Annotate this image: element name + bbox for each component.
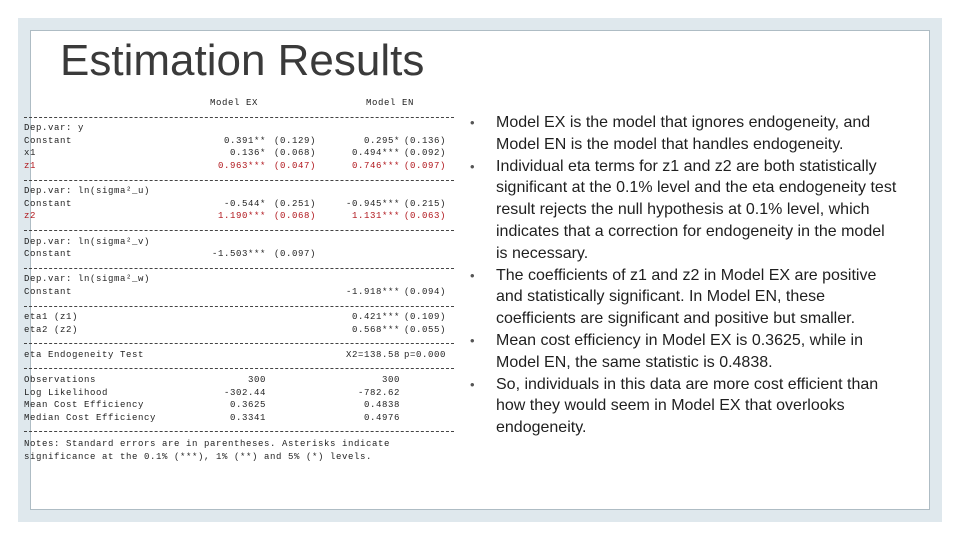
model-en-coefficient: -1.918*** bbox=[345, 286, 400, 297]
table-separator bbox=[24, 111, 454, 124]
model-ex-coefficient: 0.391** bbox=[223, 135, 266, 146]
model-en-coefficient: 0.494*** bbox=[351, 148, 400, 159]
row-label: Observations bbox=[24, 375, 97, 386]
model-en-coefficient: 0.4838 bbox=[363, 400, 400, 411]
model-en-coefficient: 0.4976 bbox=[363, 412, 400, 423]
section-header: Dep.var: y bbox=[24, 123, 85, 134]
row-label: Median Cost Efficiency bbox=[24, 412, 157, 423]
model-en-coefficient: 1.131*** bbox=[351, 211, 400, 222]
model-ex-coefficient: -0.544* bbox=[223, 198, 266, 209]
estimation-results-table bbox=[24, 98, 454, 463]
table-separator bbox=[24, 174, 454, 187]
table-separator bbox=[24, 337, 454, 350]
model-en-std-error: (0.097) bbox=[404, 160, 447, 171]
bullet-item bbox=[470, 330, 900, 374]
bullet-text: Individual eta terms for z1 and z2 are both statistically significant at the 0.1% level and the eta endogeneity test result rejects the null hypothesis at 0.1% level, which indicates that a correction for endogeneity in the model is necessary. bbox=[496, 157, 897, 262]
table-row bbox=[24, 388, 454, 401]
bullet-icon: • bbox=[470, 267, 475, 283]
model-ex-std-error: (0.097) bbox=[274, 249, 317, 260]
table-separator bbox=[24, 224, 454, 237]
section-header: Dep.var: ln(sigma²_w) bbox=[24, 274, 151, 285]
table-row bbox=[24, 161, 454, 174]
model-en-coefficient: 0.421*** bbox=[351, 312, 400, 323]
bullet-item bbox=[470, 265, 900, 330]
section-header-row bbox=[24, 123, 454, 136]
model-en-coefficient: 0.746*** bbox=[351, 160, 400, 171]
bullet-text: Model EX is the model that ignores endogeneity, and Model EN is the model that handles endogeneity. bbox=[496, 114, 871, 153]
section-header-row bbox=[24, 237, 454, 250]
model-en-coefficient: X2=138.58 bbox=[345, 349, 400, 360]
model-ex-std-error: (0.047) bbox=[274, 160, 317, 171]
row-label: Constant bbox=[24, 198, 73, 209]
table-row bbox=[24, 136, 454, 149]
table-header-row bbox=[24, 98, 454, 111]
bullet-item bbox=[470, 374, 900, 439]
model-en-std-error: (0.215) bbox=[404, 198, 447, 209]
row-label: Constant bbox=[24, 286, 73, 297]
table-separator bbox=[24, 362, 454, 375]
row-label: x1 bbox=[24, 148, 37, 159]
table-row bbox=[24, 148, 454, 161]
page-title: Estimation Results bbox=[60, 36, 425, 85]
row-label: Constant bbox=[24, 249, 73, 260]
bullet-list bbox=[470, 112, 900, 439]
bullet-text: The coefficients of z1 and z2 in Model EX are positive and statistically significant. In Model EN, these coefficients are significant and positive but smaller. bbox=[496, 266, 877, 328]
model-ex-coefficient: -302.44 bbox=[223, 387, 266, 398]
table-row bbox=[24, 211, 454, 224]
bullet-item bbox=[470, 112, 900, 156]
row-label: eta2 (z2) bbox=[24, 324, 79, 335]
row-label: Log Likelihood bbox=[24, 387, 109, 398]
bullet-icon: • bbox=[470, 376, 475, 392]
model-ex-coefficient: 300 bbox=[247, 375, 266, 386]
model-en-coefficient: 0.295* bbox=[363, 135, 400, 146]
section-header-row bbox=[24, 274, 454, 287]
row-label: Constant bbox=[24, 135, 73, 146]
model-en-coefficient: -0.945*** bbox=[345, 198, 400, 209]
bullet-icon: • bbox=[470, 332, 475, 348]
section-header-row bbox=[24, 186, 454, 199]
bullet-icon: • bbox=[470, 158, 475, 174]
table-row bbox=[24, 350, 454, 363]
section-header: Dep.var: ln(sigma²_v) bbox=[24, 236, 151, 247]
model-en-coefficient: -782.62 bbox=[357, 387, 400, 398]
bullet-icon: • bbox=[470, 115, 475, 130]
table-row bbox=[24, 375, 454, 388]
row-label: z1 bbox=[24, 160, 37, 171]
model-en-std-error: (0.109) bbox=[404, 312, 447, 323]
table-row bbox=[24, 325, 454, 338]
table-row bbox=[24, 287, 454, 300]
model-en-std-error: (0.063) bbox=[404, 211, 447, 222]
row-label: Mean Cost Efficiency bbox=[24, 400, 145, 411]
model-en-coefficient: 0.568*** bbox=[351, 324, 400, 335]
model-ex-coefficient: -1.503*** bbox=[211, 249, 266, 260]
table-row bbox=[24, 249, 454, 262]
table-notes: Notes: Standard errors are in parentheses. Asterisks indicate significance at the 0.1% (***), 1% (**) and 5% (*) levels. bbox=[24, 439, 391, 462]
model-en-std-error: (0.094) bbox=[404, 286, 447, 297]
model-en-std-error: (0.055) bbox=[404, 324, 447, 335]
model-en-std-error: p=0.000 bbox=[404, 349, 447, 360]
table-row bbox=[24, 413, 454, 426]
model-ex-coefficient: 0.963*** bbox=[217, 160, 266, 171]
row-label: eta1 (z1) bbox=[24, 312, 79, 323]
bullet-text: Mean cost efficiency in Model EX is 0.3625, while in Model EN, the same statistic is 0.4838. bbox=[496, 331, 864, 371]
column-header-model-ex: Model EX bbox=[210, 98, 259, 108]
bullet-text: So, individuals in this data are more cost efficient than how they would seem in Model EX that overlooks endogeneity. bbox=[496, 375, 879, 437]
row-label: eta Endogeneity Test bbox=[24, 349, 145, 360]
model-ex-coefficient: 0.136* bbox=[229, 148, 266, 159]
column-header-model-en: Model EN bbox=[366, 98, 415, 108]
model-ex-std-error: (0.068) bbox=[274, 148, 317, 159]
section-header: Dep.var: ln(sigma²_u) bbox=[24, 186, 151, 197]
table-row bbox=[24, 312, 454, 325]
table-separator bbox=[24, 300, 454, 313]
table-row bbox=[24, 199, 454, 212]
model-ex-coefficient: 1.190*** bbox=[217, 211, 266, 222]
model-ex-coefficient: 0.3341 bbox=[229, 412, 266, 423]
model-ex-std-error: (0.251) bbox=[274, 198, 317, 209]
table-separator bbox=[24, 262, 454, 275]
table-row bbox=[24, 400, 454, 413]
model-ex-coefficient: 0.3625 bbox=[229, 400, 266, 411]
table-separator bbox=[24, 425, 454, 438]
row-label: z2 bbox=[24, 211, 37, 222]
model-ex-std-error: (0.129) bbox=[274, 135, 317, 146]
model-en-std-error: (0.092) bbox=[404, 148, 447, 159]
bullet-item bbox=[470, 156, 900, 265]
model-en-std-error: (0.136) bbox=[404, 135, 447, 146]
model-en-coefficient: 300 bbox=[381, 375, 400, 386]
model-ex-std-error: (0.068) bbox=[274, 211, 317, 222]
